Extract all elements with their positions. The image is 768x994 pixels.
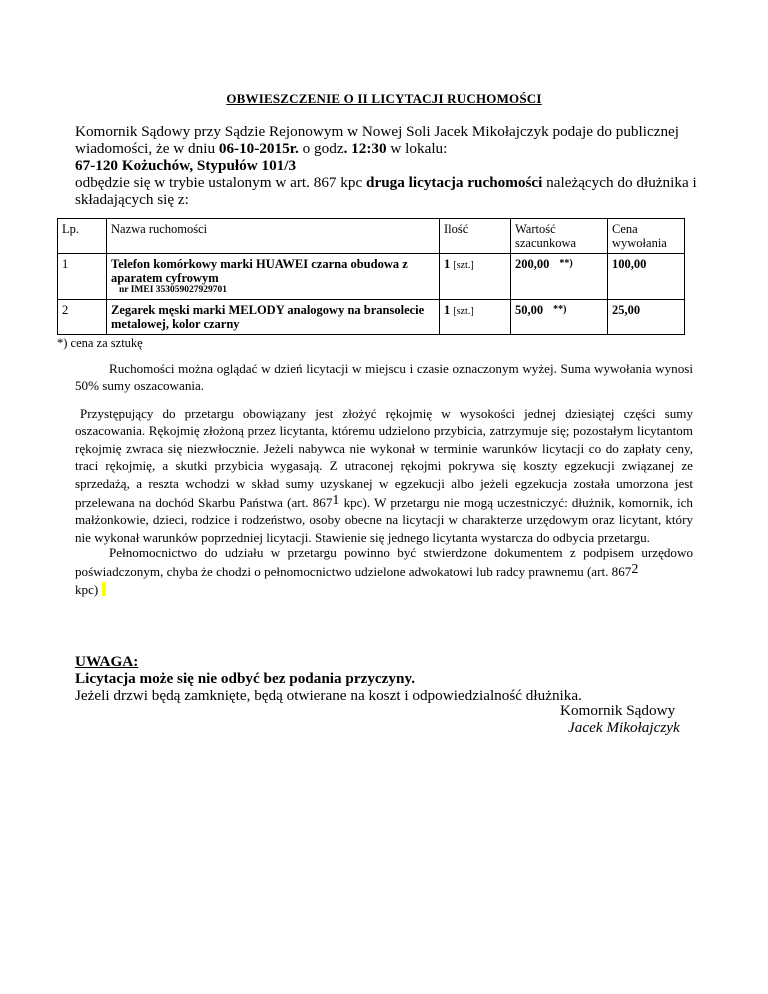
deposit-sup: 1 bbox=[332, 493, 340, 509]
note-section bbox=[75, 653, 715, 704]
row-unit: [szt.] bbox=[453, 306, 474, 317]
row-price: 100,00 bbox=[612, 257, 647, 271]
row-price: 25,00 bbox=[612, 303, 641, 317]
paragraph-viewing: Ruchomości można oglądać w dzień licytacji w miejscu i czasie oznaczonym wyżej. Suma wywołania wynosi 50% sumy oszacowania. bbox=[75, 361, 693, 394]
header-qty: Ilość bbox=[440, 219, 511, 254]
table-header-row bbox=[58, 219, 685, 254]
paragraph-proxy bbox=[75, 544, 693, 598]
table-row bbox=[58, 300, 685, 335]
row-lp: 1 bbox=[58, 254, 107, 300]
footnote: *) cena za sztukę bbox=[57, 336, 143, 350]
highlight-mark bbox=[102, 582, 106, 596]
items-table bbox=[57, 218, 685, 335]
intro-text-3: w lokalu: bbox=[386, 140, 448, 157]
table-row bbox=[58, 254, 685, 300]
intro-text-4: odbędzie się w trybie ustalonym w art. 867 kpc bbox=[75, 174, 367, 191]
row-qty-cell bbox=[440, 300, 511, 335]
row-value: 50,00 bbox=[515, 303, 544, 317]
header-value: Wartość szacunkowa bbox=[511, 219, 608, 254]
row-name-cell bbox=[107, 254, 440, 300]
note-line-2: Jeżeli drzwi będą zamknięte, będą otwierane na koszt i odpowiedzialność dłużnika. bbox=[75, 687, 582, 704]
note-heading: UWAGA: bbox=[75, 653, 139, 670]
row-qty-cell bbox=[440, 254, 511, 300]
row-unit: [szt.] bbox=[453, 260, 474, 271]
row-value-cell bbox=[511, 254, 608, 300]
document-title: OBWIESZCZENIE O II LICYTACJI RUCHOMOŚCI bbox=[226, 91, 542, 106]
auction-type: druga licytacja ruchomości bbox=[366, 174, 543, 191]
row-price-cell bbox=[608, 300, 685, 335]
row-qty: 1 bbox=[444, 303, 451, 317]
intro-text-5: należących do dłużnika i składających się z: bbox=[75, 174, 697, 208]
note-line-1: Licytacja może się nie odbyć bez podania przyczyny. bbox=[75, 670, 415, 687]
row-qty: 1 bbox=[444, 257, 451, 271]
deposit-text-1: Przystępujący do przetargu obowiązany jest złożyć rękojmię w wysokości jednej dziesiątej części sumy oszacowania. Rękojmię złożoną przez licytanta, któremu udzielono przybicia, zatrzymuje się; pozostałym licytantom rękojmię zwraca się niezwłocznie. Jeżeli nabywca nie wykonał w terminie warunków licytacji co do zapłaty ceny, traci rękojmię, a skutki przybicia wygasają. Z utraconej rękojmi pokrywa się koszty egzekucji związanej ze sprzedażą, a reszta wchodzi w skład sumy uzyskanej w egzekucji albo jeżeli egzekucja została umorzona jest przelewana na dochód Skarbu Państwa (art. 867 bbox=[75, 406, 693, 511]
header-price: Cena wywołania bbox=[608, 219, 685, 254]
row-mark: **) bbox=[559, 258, 573, 269]
intro-text-1: Komornik Sądowy przy Sądzie Rejonowym w Nowej Soli Jacek Mikołajczyk podaje do publicznej wiadomości, że w dniu bbox=[75, 123, 679, 157]
signature bbox=[560, 702, 680, 736]
proxy-text-1: Pełnomocnictwo do udziału w przetargu powinno być stwierdzone dokumentem z podpisem urzędowo poświadczonym, chyba że chodzi o pełnomocnictwo udzielone adwokatowi lub radcy prawnemu (art. 867 bbox=[75, 545, 693, 580]
row-value-cell bbox=[511, 300, 608, 335]
intro-text-2: o godz bbox=[298, 140, 344, 157]
proxy-text-2: kpc) bbox=[75, 581, 99, 597]
row-name: Telefon komórkowy marki HUAWEI czarna obudowa z aparatem cyfrowym bbox=[111, 257, 408, 285]
intro-paragraph bbox=[75, 123, 715, 208]
auction-time: 12:30 bbox=[347, 140, 387, 157]
row-value: 200,00 bbox=[515, 257, 550, 271]
signature-role: Komornik Sądowy bbox=[560, 702, 676, 719]
row-imei: nr IMEI 353059027929701 bbox=[119, 285, 228, 295]
proxy-sup: 2 bbox=[631, 562, 639, 578]
auction-date: 06-10-2015r. bbox=[218, 140, 299, 157]
deposit-text-2: kpc). W przetargu nie mogą uczestniczyć: dłużnik, komornik, ich małżonkowie, dzieci, rodzice i rodzeństwo, osoby obecne na licytacji w charakterze urzędowym oraz licytant, który nie wykonał warunków poprzedniej licytacji. Stawienie się jednego licytanta wystarcza do odbycia przetargu. bbox=[75, 495, 693, 545]
intro-dot: . bbox=[343, 140, 348, 157]
header-lp: Lp. bbox=[58, 219, 107, 254]
row-price-cell bbox=[608, 254, 685, 300]
signature-name: Jacek Mikołajczyk bbox=[568, 719, 680, 736]
auction-location: 67-120 Kożuchów, Stypułów 101/3 bbox=[75, 157, 297, 174]
row-name: Zegarek męski marki MELODY analogowy na bransolecie metalowej, kolor czarny bbox=[111, 303, 425, 331]
paragraph-deposit bbox=[75, 405, 693, 546]
row-mark: **) bbox=[553, 304, 567, 315]
row-lp: 2 bbox=[58, 300, 107, 335]
row-name-cell bbox=[107, 300, 440, 335]
header-name: Nazwa ruchomości bbox=[107, 219, 440, 254]
